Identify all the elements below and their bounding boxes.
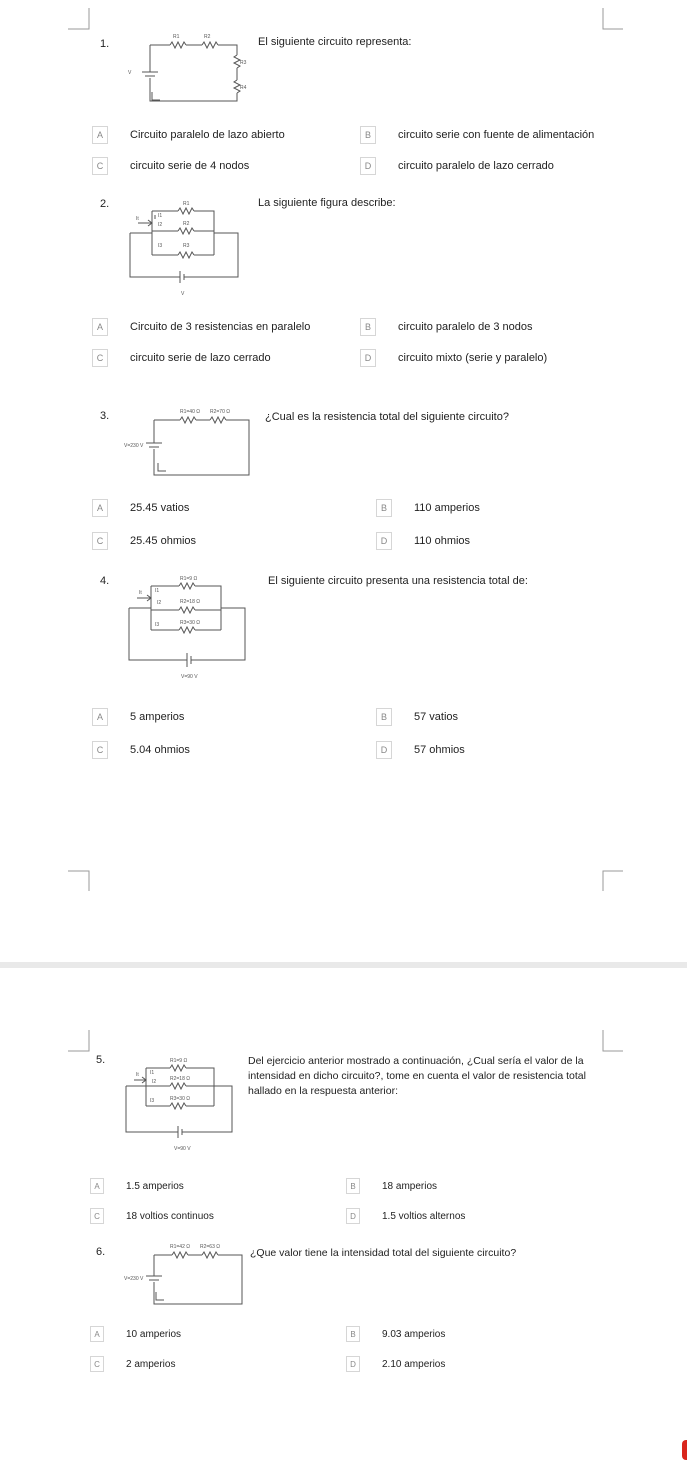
- svg-text:R2=70 Ω: R2=70 Ω: [210, 409, 230, 415]
- option-letter: A: [92, 318, 108, 336]
- option-text: 18 amperios: [382, 1180, 438, 1192]
- question-number: 5.: [96, 1054, 106, 1066]
- option-text: 1.5 amperios: [126, 1180, 184, 1192]
- option-letter: B: [376, 499, 392, 517]
- option-text: circuito paralelo de 3 nodos: [398, 321, 533, 333]
- svg-text:V: V: [181, 291, 185, 297]
- option-letter: A: [92, 126, 108, 144]
- option-letter: D: [346, 1356, 360, 1372]
- option-text: 9.03 amperios: [382, 1328, 446, 1340]
- crop-mark-bottom-left: [68, 870, 90, 892]
- crop-mark-top-left-p2: [68, 1030, 90, 1052]
- option-text: 25.45 ohmios: [130, 535, 197, 547]
- option-text: 25.45 vatios: [130, 502, 190, 514]
- option-text: Circuito de 3 resistencias en paralelo: [130, 321, 311, 333]
- option-letter: C: [92, 157, 108, 175]
- option-text: 110 ohmios: [414, 535, 471, 547]
- svg-text:V=230 V: V=230 V: [124, 1276, 144, 1282]
- question-text: La siguiente figura describe:: [258, 197, 396, 209]
- circuit-diagram-4: [125, 570, 250, 682]
- option-b[interactable]: [360, 318, 533, 336]
- svg-text:V=90 V: V=90 V: [181, 674, 198, 680]
- svg-text:I3: I3: [155, 622, 160, 628]
- option-letter: C: [90, 1356, 104, 1372]
- svg-text:R2=63 Ω: R2=63 Ω: [200, 1244, 220, 1250]
- svg-text:R1=42 Ω: R1=42 Ω: [170, 1244, 190, 1250]
- option-text: 5 amperios: [130, 711, 185, 723]
- option-letter: A: [90, 1326, 104, 1342]
- option-d[interactable]: [360, 349, 547, 367]
- option-c[interactable]: [92, 349, 271, 367]
- svg-text:V=90 V: V=90 V: [174, 1146, 191, 1152]
- question-text: ¿Que valor tiene la intensidad total del siguiente circuito?: [250, 1247, 517, 1259]
- circuit-diagram-1: [120, 30, 250, 105]
- option-c[interactable]: [92, 741, 190, 759]
- crop-mark-top-right-p2: [602, 1030, 624, 1052]
- option-text: circuito serie de 4 nodos: [130, 160, 250, 172]
- option-a[interactable]: [90, 1326, 181, 1342]
- option-text: 2.10 amperios: [382, 1358, 446, 1370]
- option-letter: A: [90, 1178, 104, 1194]
- option-letter: B: [346, 1326, 360, 1342]
- svg-text:R2: R2: [204, 34, 211, 40]
- svg-text:R1: R1: [173, 34, 180, 40]
- svg-text:R1=9 Ω: R1=9 Ω: [170, 1058, 188, 1064]
- option-a[interactable]: [92, 126, 285, 144]
- svg-text:It: It: [139, 590, 142, 596]
- option-text: 57 vatios: [414, 711, 459, 723]
- option-text: circuito paralelo de lazo cerrado: [398, 160, 554, 172]
- svg-text:I3: I3: [158, 243, 163, 249]
- option-b[interactable]: [346, 1178, 437, 1194]
- option-text: circuito serie con fuente de alimentación: [398, 129, 595, 141]
- circuit-diagram-3: [122, 405, 254, 480]
- option-b[interactable]: [360, 126, 594, 144]
- svg-text:V=230 V: V=230 V: [124, 443, 144, 449]
- svg-text:It: It: [136, 216, 139, 222]
- svg-text:I2: I2: [158, 222, 163, 228]
- option-text: 1.5 voltios alternos: [382, 1210, 466, 1222]
- option-a[interactable]: [90, 1178, 184, 1194]
- option-a[interactable]: [92, 708, 184, 726]
- option-letter: D: [360, 349, 376, 367]
- svg-text:I1: I1: [150, 1070, 155, 1076]
- option-text: circuito serie de lazo cerrado: [130, 352, 271, 364]
- option-letter: C: [92, 741, 108, 759]
- option-text: 10 amperios: [126, 1328, 182, 1340]
- option-letter: B: [360, 126, 376, 144]
- circuit-diagram-2: [128, 195, 243, 300]
- option-text: Circuito paralelo de lazo abierto: [130, 129, 285, 141]
- svg-text:I1: I1: [158, 213, 163, 219]
- option-letter: B: [360, 318, 376, 336]
- svg-text:R1=9 Ω: R1=9 Ω: [180, 576, 198, 582]
- option-d[interactable]: [376, 741, 465, 759]
- option-d[interactable]: [376, 532, 470, 550]
- question-text: El siguiente circuito presenta una resistencia total de:: [268, 575, 528, 587]
- option-letter: D: [376, 532, 392, 550]
- svg-text:R3: R3: [240, 60, 247, 66]
- option-letter: C: [92, 349, 108, 367]
- question-text: ¿Cual es la resistencia total del siguiente circuito?: [265, 411, 509, 423]
- option-letter: B: [346, 1178, 360, 1194]
- option-b[interactable]: [376, 708, 458, 726]
- svg-text:R1: R1: [183, 201, 190, 207]
- svg-text:R3=30 Ω: R3=30 Ω: [180, 620, 200, 626]
- option-b[interactable]: [376, 499, 480, 517]
- question-text: El siguiente circuito representa:: [258, 36, 412, 48]
- option-text: 18 voltios continuos: [126, 1210, 214, 1222]
- svg-text:R4: R4: [240, 85, 247, 91]
- question-number: 4.: [100, 575, 110, 587]
- option-c[interactable]: [90, 1208, 214, 1224]
- svg-text:R1=40 Ω: R1=40 Ω: [180, 409, 200, 415]
- option-a[interactable]: [92, 499, 189, 517]
- question-text: Del ejercicio anterior mostrado a continuación, ¿Cual sería el valor de la intensidad en dicho circuito?, tome en cuenta el valor de resistencia total hallado en la respuesta anterior:: [248, 1055, 586, 1097]
- option-letter: C: [90, 1208, 104, 1224]
- question-number: 2.: [100, 198, 110, 210]
- svg-text:I2: I2: [157, 600, 162, 606]
- option-text: 2 amperios: [126, 1358, 176, 1370]
- crop-mark-top-right: [602, 8, 624, 30]
- question-number: 1.: [100, 38, 110, 50]
- option-d[interactable]: [360, 157, 554, 175]
- svg-text:R3: R3: [183, 243, 190, 249]
- circuit-diagram-6: [122, 1240, 247, 1310]
- option-text: 110 amperios: [414, 502, 480, 514]
- option-a[interactable]: [92, 318, 310, 336]
- svg-text:It: It: [136, 1072, 139, 1078]
- svg-text:V: V: [128, 70, 132, 76]
- option-letter: B: [376, 708, 392, 726]
- option-letter: C: [92, 532, 108, 550]
- option-letter: D: [360, 157, 376, 175]
- svg-text:I3: I3: [150, 1098, 155, 1104]
- svg-text:R2=18 Ω: R2=18 Ω: [170, 1076, 190, 1082]
- crop-mark-bottom-right: [602, 870, 624, 892]
- option-d[interactable]: [346, 1208, 465, 1224]
- svg-text:R2: R2: [183, 221, 190, 227]
- svg-text:I2: I2: [152, 1079, 157, 1085]
- option-letter: A: [92, 708, 108, 726]
- option-c[interactable]: [90, 1356, 175, 1372]
- option-d[interactable]: [346, 1356, 445, 1372]
- option-text: 5.04 ohmios: [130, 744, 190, 756]
- circuit-diagram-5: [122, 1054, 237, 1154]
- svg-text:R3=30 Ω: R3=30 Ω: [170, 1096, 190, 1102]
- option-letter: A: [92, 499, 108, 517]
- option-b[interactable]: [346, 1326, 445, 1342]
- svg-text:I1: I1: [155, 588, 160, 594]
- option-text: circuito mixto (serie y paralelo): [398, 352, 548, 364]
- question-number: 3.: [100, 410, 110, 422]
- option-letter: D: [376, 741, 392, 759]
- option-text: 57 ohmios: [414, 744, 465, 756]
- svg-text:R2=18 Ω: R2=18 Ω: [180, 599, 200, 605]
- edge-marker: [682, 1440, 687, 1460]
- crop-mark-top-left: [68, 8, 90, 30]
- option-letter: D: [346, 1208, 360, 1224]
- question-number: 6.: [96, 1246, 106, 1258]
- option-c[interactable]: [92, 157, 249, 175]
- option-c[interactable]: [92, 532, 196, 550]
